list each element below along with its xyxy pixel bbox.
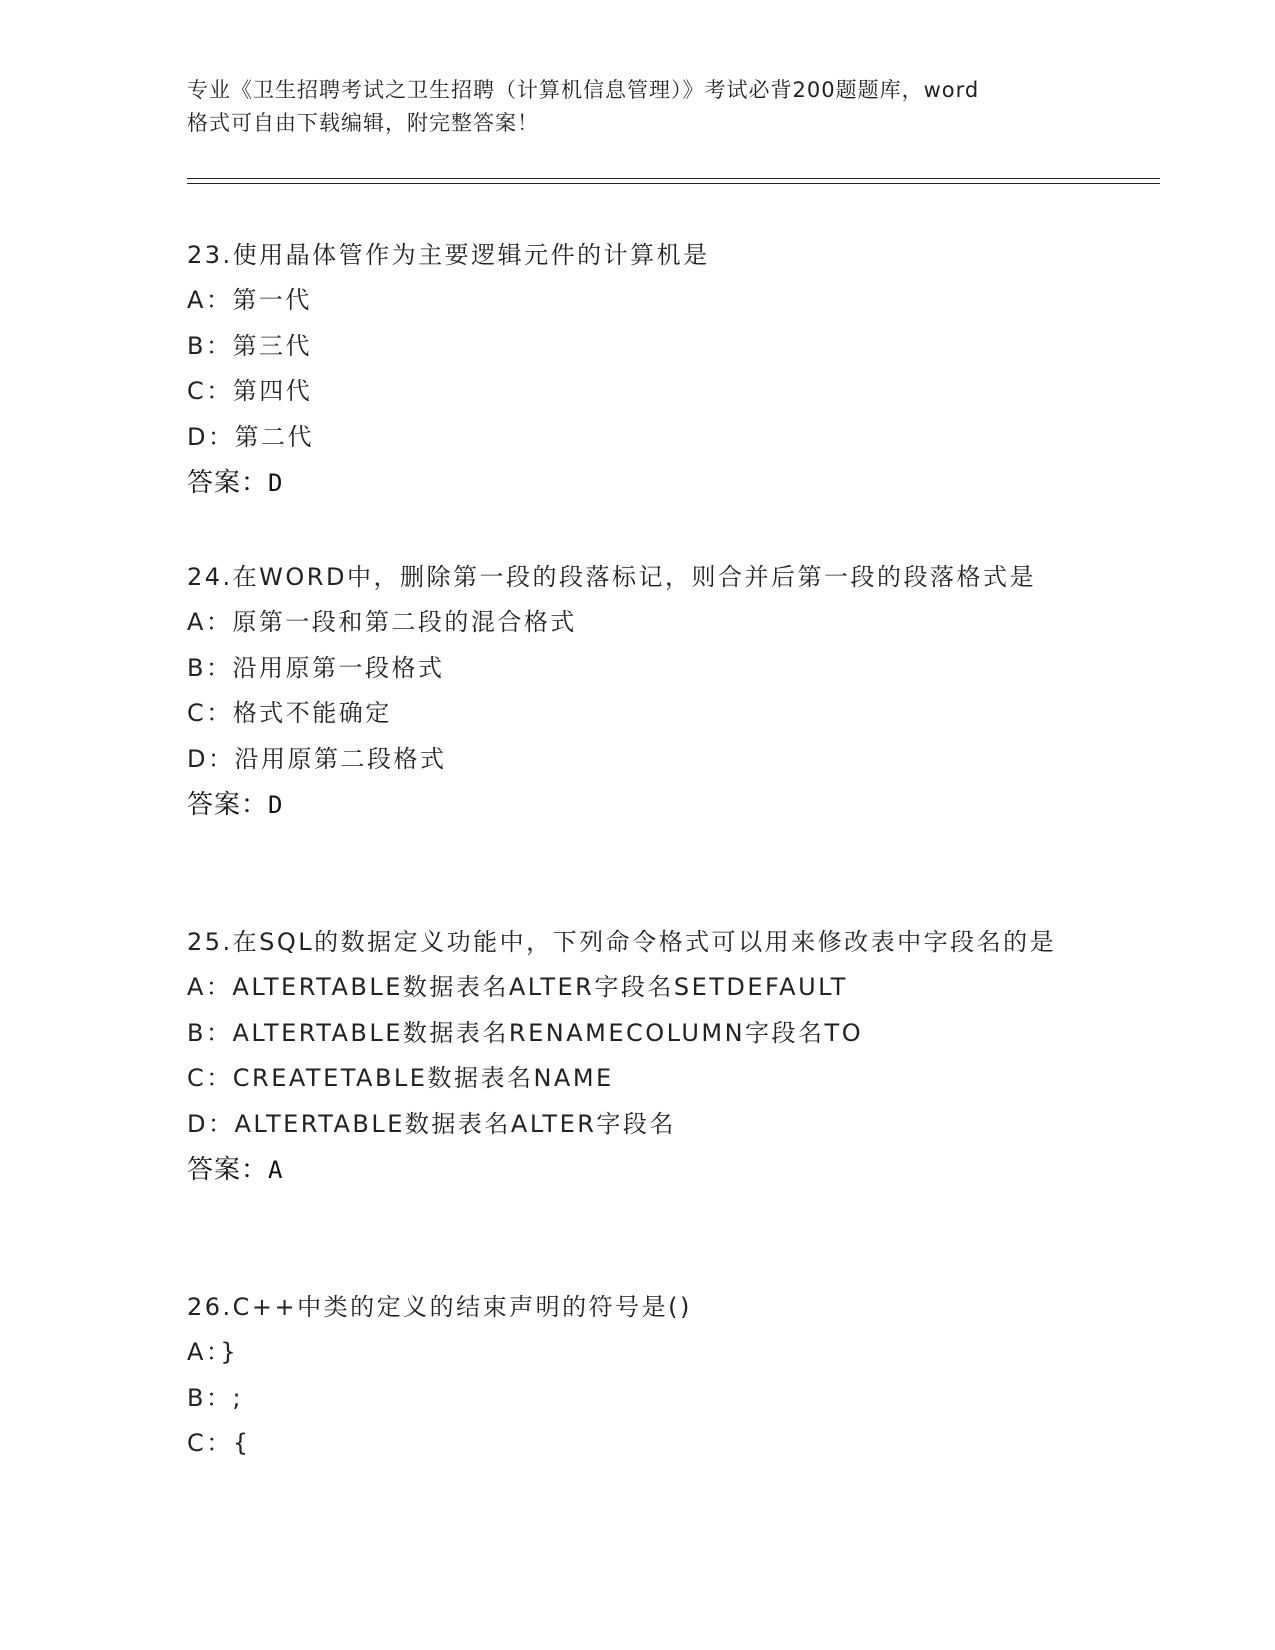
question-title: 26.C++中类的定义的结束声明的符号是() (187, 1293, 692, 1321)
option-a: A：原第一段和第二段的混合格式 (187, 608, 577, 636)
question-title: 23.使用晶体管作为主要逻辑元件的计算机是 (187, 241, 710, 269)
option-a: A：ALTERTABLE数据表名ALTER字段名SETDEFAULT (187, 973, 848, 1001)
question-23 (187, 233, 1087, 506)
answer-label: 答案： (187, 1155, 269, 1185)
answer-label: 答案： (187, 790, 269, 820)
header-line-1: 专业《卫生招聘考试之卫生招聘（计算机信息管理）》考试必背200题题库，word (187, 78, 980, 102)
header-rule-bottom (187, 183, 1160, 184)
option-c: C：第四代 (187, 377, 313, 405)
question-title: 25.在SQL的数据定义功能中，下列命令格式可以用来修改表中字段名的是 (187, 928, 1057, 956)
option-d: D：第二代 (187, 422, 314, 451)
question-26 (187, 1285, 1087, 1467)
option-b: B：ALTERTABLE数据表名RENAMECOLUMN字段名TO (187, 1018, 864, 1047)
option-d: D：沿用原第二段格式 (187, 744, 447, 773)
option-a: A：第一代 (187, 286, 312, 314)
answer-line (187, 1147, 1087, 1193)
option-d: D：ALTERTABLE数据表名ALTER字段名 (187, 1109, 676, 1138)
header-line-2: 格式可自由下载编辑，附完整答案！ (187, 111, 539, 135)
option-a: A：} (187, 1338, 239, 1366)
option-c: C：{ (187, 1429, 251, 1457)
document-header (187, 74, 1087, 140)
question-25 (187, 920, 1087, 1193)
answer-value: D (268, 469, 284, 497)
option-b: B：沿用原第一段格式 (187, 653, 445, 682)
question-24 (187, 555, 1087, 828)
answer-label: 答案： (187, 468, 269, 498)
question-title: 24.在WORD中，删除第一段的段落标记，则合并后第一段的段落格式是 (187, 563, 1036, 591)
option-c: C：CREATETABLE数据表名NAME (187, 1064, 614, 1092)
answer-value: A (268, 1156, 284, 1184)
option-c: C：格式不能确定 (187, 699, 392, 727)
header-rule-top (187, 178, 1160, 179)
answer-value: D (268, 791, 284, 819)
option-b: B：第三代 (187, 331, 312, 360)
option-b: B：; (187, 1383, 244, 1412)
answer-line (187, 782, 1087, 828)
answer-line (187, 460, 1087, 506)
